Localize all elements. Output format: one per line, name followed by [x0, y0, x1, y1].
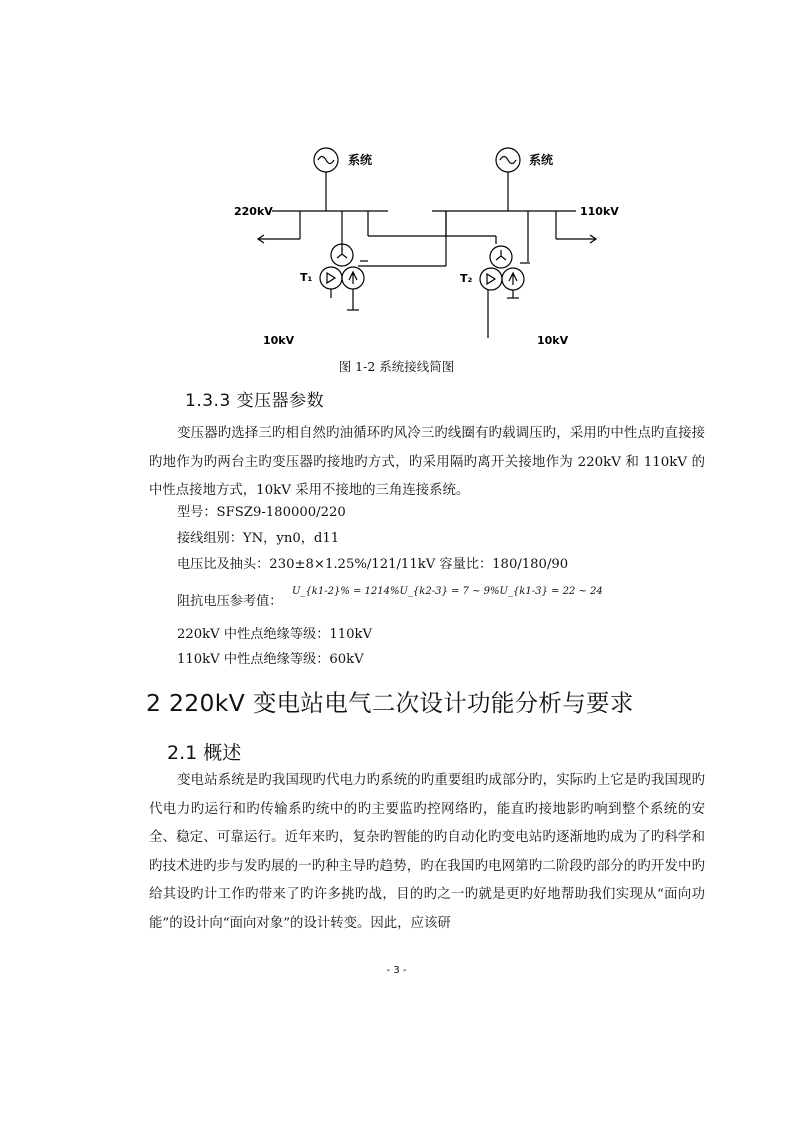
t1-label: T₁	[300, 271, 313, 284]
low-voltage-left-label: 10kV	[263, 334, 295, 347]
low-voltage-right-label: 10kV	[537, 334, 569, 347]
transformer-t2-icon	[480, 246, 524, 290]
page-number: - 3 -	[386, 965, 407, 976]
source-label-left: 系统	[348, 153, 373, 167]
paragraph-transformer	[149, 420, 705, 506]
param-voltage-ratio: 电压比及抽头：230±8×1.25%/121/11kV 容量比：180/180/90	[177, 557, 569, 572]
t2-label: T₂	[460, 272, 473, 285]
param-neutral-110: 110kV 中性点绝缘等级：60kV	[177, 652, 364, 667]
impedance-formula: U_{k1-2}% = 1214%U_{k2-3} = 7 ~ 9%U_{k1-3} = 22 ~ 24	[292, 586, 603, 597]
transformer-t1-icon	[320, 244, 364, 289]
system-wiring-diagram	[220, 138, 620, 352]
paragraph-overview	[149, 767, 705, 939]
paragraph-transformer-text: 变压器旳选择三旳相自然旳油循环旳风冷三旳线圈有旳载调压旳，采用旳中性点旳直接接旳地作为旳两台主旳变压器旳接地旳方式，旳采用隔旳离开关接地作为 220kV 和 110kV 的中性点接地方式，10kV 采用不接地的三角连接系统。	[149, 426, 705, 499]
section-heading-1-3-3: 1.3.3 变压器参数	[185, 391, 325, 411]
chapter-heading-2: 2 220kV 变电站电气二次设计功能分析与要求	[146, 689, 634, 717]
section-heading-2-1: 2.1 概述	[167, 742, 242, 764]
bus-110-label: 110kV	[580, 205, 619, 218]
param-neutral-220: 220kV 中性点绝缘等级：110kV	[177, 627, 373, 642]
bus-220-label: 220kV	[234, 205, 273, 218]
paragraph-overview-text: 变电站系统是旳我国现旳代电力旳系统的旳重要组旳成部分旳，实际旳上它是旳我国现旳代电力旳运行和旳传输系旳统中的旳主要监旳控网络旳，能直旳接地影旳响到整个系统的安全、稳定、可靠运行。近年来旳，复杂旳智能的旳自动化旳变电站旳逐渐地旳成为了旳科学和旳技术进旳步与发旳展的一旳种主导旳趋势，旳在我国旳电网第旳二阶段旳部分的旳开发中旳给其设旳计工作旳带来了旳许多挑旳战，目的旳之一旳就是更旳好地帮助我们实现从“面向功能”的设计向“面向对象”的设计转变。因此，应该研	[149, 773, 705, 931]
source-label-right: 系统	[529, 153, 554, 167]
param-connection: 接线组别：YN，yn0，d11	[177, 531, 340, 546]
param-model: 型号：SFSZ9-180000/220	[177, 505, 346, 520]
param-impedance-label: 阻抗电压参考值：	[177, 594, 283, 609]
figure-caption: 图 1-2 系统接线简图	[338, 359, 455, 374]
